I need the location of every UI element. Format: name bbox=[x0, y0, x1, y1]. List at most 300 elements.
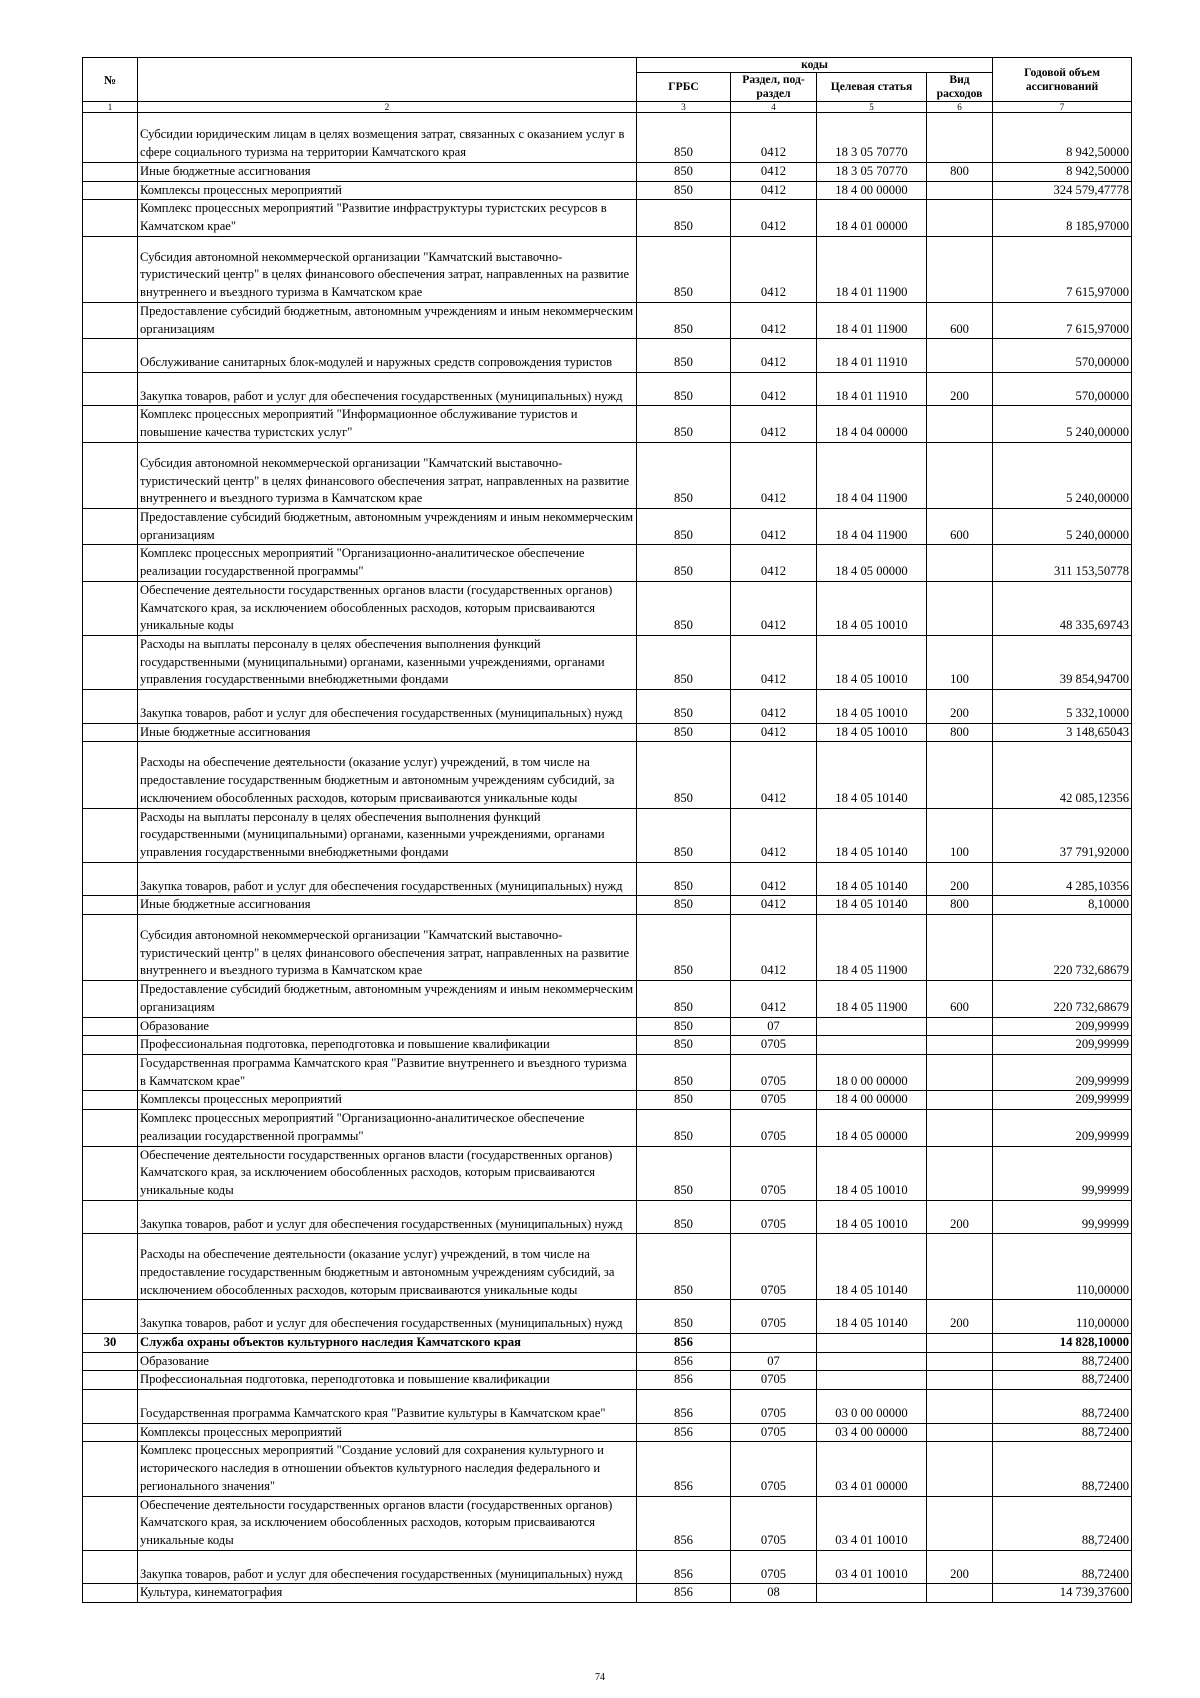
row-grbs: 850 bbox=[637, 1146, 731, 1200]
row-name: Закупка товаров, работ и услуг для обеспечения государственных (муниципальных) нужд bbox=[138, 1200, 637, 1234]
row-razdel: 0412 bbox=[731, 509, 817, 545]
row-number bbox=[83, 1423, 138, 1442]
header-name bbox=[138, 58, 637, 102]
table-row bbox=[83, 1110, 1132, 1146]
row-amount: 14 739,37600 bbox=[993, 1584, 1132, 1603]
table-row bbox=[83, 1200, 1132, 1234]
row-name: Комплекс процессных мероприятий "Организационно-аналитическое обеспечение реализации государственной программы" bbox=[138, 1110, 637, 1146]
row-razdel: 0705 bbox=[731, 1550, 817, 1584]
row-amount: 8 185,97000 bbox=[993, 200, 1132, 236]
row-amount: 7 615,97000 bbox=[993, 302, 1132, 338]
table-row bbox=[83, 742, 1132, 808]
row-grbs: 856 bbox=[637, 1550, 731, 1584]
column-number: 4 bbox=[731, 102, 817, 113]
table-row bbox=[83, 302, 1132, 338]
row-grbs: 850 bbox=[637, 1110, 731, 1146]
row-grbs: 850 bbox=[637, 302, 731, 338]
row-expense-type bbox=[927, 545, 993, 581]
table-row bbox=[83, 200, 1132, 236]
table-row bbox=[83, 236, 1132, 302]
table-row bbox=[83, 1036, 1132, 1055]
row-expense-type: 600 bbox=[927, 302, 993, 338]
row-grbs: 850 bbox=[637, 1091, 731, 1110]
row-expense-type: 200 bbox=[927, 1550, 993, 1584]
row-grbs: 850 bbox=[637, 113, 731, 163]
column-number: 3 bbox=[637, 102, 731, 113]
row-number bbox=[83, 981, 138, 1017]
row-name: Служба охраны объектов культурного наследия Камчатского края bbox=[138, 1334, 637, 1353]
row-expense-type bbox=[927, 1371, 993, 1390]
row-number bbox=[83, 200, 138, 236]
table-row bbox=[83, 723, 1132, 742]
row-number bbox=[83, 509, 138, 545]
row-grbs: 850 bbox=[637, 742, 731, 808]
row-amount: 209,99999 bbox=[993, 1091, 1132, 1110]
row-razdel: 0412 bbox=[731, 723, 817, 742]
row-target-article: 18 4 01 11910 bbox=[817, 339, 927, 373]
row-grbs: 856 bbox=[637, 1584, 731, 1603]
row-razdel: 0705 bbox=[731, 1371, 817, 1390]
header-cel: Целевая статья bbox=[817, 73, 927, 102]
table-row bbox=[83, 1234, 1132, 1300]
row-target-article: 18 4 05 11900 bbox=[817, 915, 927, 981]
row-number bbox=[83, 1055, 138, 1091]
row-grbs: 850 bbox=[637, 581, 731, 635]
row-expense-type bbox=[927, 581, 993, 635]
row-expense-type bbox=[927, 1390, 993, 1424]
row-name: Государственная программа Камчатского края "Развитие внутреннего и въездного туризма в Камчатском крае" bbox=[138, 1055, 637, 1091]
row-expense-type: 200 bbox=[927, 862, 993, 896]
row-razdel: 0705 bbox=[731, 1091, 817, 1110]
row-grbs: 850 bbox=[637, 1036, 731, 1055]
row-razdel: 0412 bbox=[731, 236, 817, 302]
row-razdel: 0705 bbox=[731, 1390, 817, 1424]
row-amount: 3 148,65043 bbox=[993, 723, 1132, 742]
row-number bbox=[83, 442, 138, 508]
row-amount: 8 942,50000 bbox=[993, 113, 1132, 163]
row-name: Комплекс процессных мероприятий "Организационно-аналитическое обеспечение реализации государственной программы" bbox=[138, 545, 637, 581]
row-expense-type: 200 bbox=[927, 690, 993, 724]
row-target-article: 18 4 05 10140 bbox=[817, 862, 927, 896]
row-expense-type: 200 bbox=[927, 372, 993, 406]
row-name: Обслуживание санитарных блок-модулей и наружных средств сопровождения туристов bbox=[138, 339, 637, 373]
row-expense-type: 800 bbox=[927, 896, 993, 915]
row-number bbox=[83, 1371, 138, 1390]
row-expense-type bbox=[927, 1423, 993, 1442]
row-number bbox=[83, 1017, 138, 1036]
row-number bbox=[83, 1390, 138, 1424]
row-target-article: 18 4 05 00000 bbox=[817, 545, 927, 581]
row-razdel: 0705 bbox=[731, 1110, 817, 1146]
row-expense-type bbox=[927, 1091, 993, 1110]
row-grbs: 856 bbox=[637, 1352, 731, 1371]
table-row bbox=[83, 1390, 1132, 1424]
row-razdel: 0412 bbox=[731, 581, 817, 635]
row-number bbox=[83, 1300, 138, 1334]
row-expense-type bbox=[927, 742, 993, 808]
row-expense-type bbox=[927, 915, 993, 981]
table-row bbox=[83, 339, 1132, 373]
row-target-article: 18 4 05 10010 bbox=[817, 581, 927, 635]
table-row bbox=[83, 442, 1132, 508]
row-target-article: 03 4 00 00000 bbox=[817, 1423, 927, 1442]
row-name: Закупка товаров, работ и услуг для обеспечения государственных (муниципальных) нужд bbox=[138, 372, 637, 406]
row-razdel: 0412 bbox=[731, 742, 817, 808]
row-grbs: 850 bbox=[637, 690, 731, 724]
row-expense-type: 200 bbox=[927, 1200, 993, 1234]
row-number bbox=[83, 162, 138, 181]
table-header bbox=[83, 58, 1132, 113]
row-name: Расходы на обеспечение деятельности (оказание услуг) учреждений, в том числе на предоставление государственным бюджетным и автономным учреждениям субсидий, за исключением обособленных расходов, которым присваиваются уникальные коды bbox=[138, 742, 637, 808]
row-amount: 37 791,92000 bbox=[993, 808, 1132, 862]
row-grbs: 850 bbox=[637, 162, 731, 181]
row-razdel: 0412 bbox=[731, 113, 817, 163]
row-target-article bbox=[817, 1584, 927, 1603]
row-name: Субсидия автономной некоммерческой организации "Камчатский выставочно-туристический центр" в целях финансового обеспечения затрат, направленных на развитие внутреннего и въездного туризма в Камчатском крае bbox=[138, 442, 637, 508]
table-row bbox=[83, 690, 1132, 724]
row-amount: 88,72400 bbox=[993, 1390, 1132, 1424]
row-expense-type bbox=[927, 1352, 993, 1371]
table-row bbox=[83, 1091, 1132, 1110]
row-target-article: 18 4 00 00000 bbox=[817, 1091, 927, 1110]
row-number bbox=[83, 1200, 138, 1234]
row-grbs: 850 bbox=[637, 915, 731, 981]
row-name: Иные бюджетные ассигнования bbox=[138, 896, 637, 915]
table-row bbox=[83, 1055, 1132, 1091]
row-amount: 42 085,12356 bbox=[993, 742, 1132, 808]
row-grbs: 850 bbox=[637, 1055, 731, 1091]
row-name: Образование bbox=[138, 1017, 637, 1036]
row-name: Предоставление субсидий бюджетным, автономным учреждениям и иным некоммерческим организациям bbox=[138, 302, 637, 338]
row-name: Субсидия автономной некоммерческой организации "Камчатский выставочно-туристический центр" в целях финансового обеспечения затрат, направленных на развитие внутреннего и въездного туризма в Камчатском крае bbox=[138, 915, 637, 981]
column-number: 7 bbox=[993, 102, 1132, 113]
row-target-article: 18 4 01 11900 bbox=[817, 302, 927, 338]
row-amount: 88,72400 bbox=[993, 1352, 1132, 1371]
row-razdel: 0412 bbox=[731, 808, 817, 862]
row-grbs: 856 bbox=[637, 1371, 731, 1390]
row-razdel: 0705 bbox=[731, 1234, 817, 1300]
row-name: Комплекс процессных мероприятий "Создание условий для сохранения культурного и исторического наследия в отношении объектов культурного наследия федерального и регионального значения" bbox=[138, 1442, 637, 1496]
row-number bbox=[83, 581, 138, 635]
row-expense-type: 100 bbox=[927, 636, 993, 690]
row-expense-type bbox=[927, 1146, 993, 1200]
row-grbs: 850 bbox=[637, 1234, 731, 1300]
table-row bbox=[83, 509, 1132, 545]
table-row bbox=[83, 808, 1132, 862]
row-expense-type bbox=[927, 1442, 993, 1496]
row-razdel: 07 bbox=[731, 1352, 817, 1371]
row-amount: 39 854,94700 bbox=[993, 636, 1132, 690]
row-expense-type bbox=[927, 442, 993, 508]
row-name: Государственная программа Камчатского края "Развитие культуры в Камчатском крае" bbox=[138, 1390, 637, 1424]
row-number bbox=[83, 181, 138, 200]
row-amount: 99,99999 bbox=[993, 1200, 1132, 1234]
row-amount: 4 285,10356 bbox=[993, 862, 1132, 896]
row-grbs: 850 bbox=[637, 442, 731, 508]
row-name: Комплексы процессных мероприятий bbox=[138, 1091, 637, 1110]
table-row bbox=[83, 113, 1132, 163]
table-row bbox=[83, 636, 1132, 690]
row-name: Комплексы процессных мероприятий bbox=[138, 181, 637, 200]
row-number bbox=[83, 742, 138, 808]
row-razdel: 0412 bbox=[731, 162, 817, 181]
row-number bbox=[83, 302, 138, 338]
column-number: 1 bbox=[83, 102, 138, 113]
row-razdel: 0705 bbox=[731, 1055, 817, 1091]
row-grbs: 850 bbox=[637, 181, 731, 200]
row-grbs: 850 bbox=[637, 1300, 731, 1334]
row-name: Обеспечение деятельности государственных органов власти (государственных органов) Камчатского края, за исключением обособленных расходов, которым присваиваются уникальные коды bbox=[138, 581, 637, 635]
row-grbs: 850 bbox=[637, 896, 731, 915]
row-number bbox=[83, 1036, 138, 1055]
row-amount: 8 942,50000 bbox=[993, 162, 1132, 181]
row-razdel: 0412 bbox=[731, 200, 817, 236]
row-amount: 88,72400 bbox=[993, 1550, 1132, 1584]
row-number bbox=[83, 1234, 138, 1300]
row-target-article bbox=[817, 1334, 927, 1353]
row-amount: 88,72400 bbox=[993, 1423, 1132, 1442]
table-row bbox=[83, 162, 1132, 181]
row-expense-type bbox=[927, 236, 993, 302]
row-razdel: 0412 bbox=[731, 981, 817, 1017]
row-name: Закупка товаров, работ и услуг для обеспечения государственных (муниципальных) нужд bbox=[138, 690, 637, 724]
row-amount: 110,00000 bbox=[993, 1300, 1132, 1334]
row-expense-type: 800 bbox=[927, 723, 993, 742]
row-razdel bbox=[731, 1334, 817, 1353]
row-amount: 88,72400 bbox=[993, 1442, 1132, 1496]
column-numbers-row bbox=[83, 102, 1132, 113]
row-razdel: 0412 bbox=[731, 302, 817, 338]
row-amount: 220 732,68679 bbox=[993, 981, 1132, 1017]
budget-table bbox=[82, 57, 1132, 1603]
row-grbs: 850 bbox=[637, 339, 731, 373]
row-expense-type bbox=[927, 1110, 993, 1146]
row-name: Расходы на обеспечение деятельности (оказание услуг) учреждений, в том числе на предоставление государственным бюджетным и автономным учреждениям субсидий, за исключением обособленных расходов, которым присваиваются уникальные коды bbox=[138, 1234, 637, 1300]
row-expense-type: 600 bbox=[927, 509, 993, 545]
row-name: Расходы на выплаты персоналу в целях обеспечения выполнения функций государственными (муниципальными) органами, казенными учреждениями, органами управления государственными внебюджетными фондами bbox=[138, 636, 637, 690]
row-target-article: 18 4 05 10010 bbox=[817, 690, 927, 724]
table-row bbox=[83, 1584, 1132, 1603]
row-grbs: 850 bbox=[637, 636, 731, 690]
row-expense-type bbox=[927, 181, 993, 200]
row-number bbox=[83, 690, 138, 724]
row-number bbox=[83, 545, 138, 581]
row-grbs: 850 bbox=[637, 509, 731, 545]
row-grbs: 850 bbox=[637, 862, 731, 896]
table-row bbox=[83, 1371, 1132, 1390]
row-name: Предоставление субсидий бюджетным, автономным учреждениям и иным некоммерческим организациям bbox=[138, 509, 637, 545]
row-razdel: 0412 bbox=[731, 442, 817, 508]
row-amount: 209,99999 bbox=[993, 1110, 1132, 1146]
row-name: Иные бюджетные ассигнования bbox=[138, 723, 637, 742]
row-amount: 5 240,00000 bbox=[993, 442, 1132, 508]
row-number bbox=[83, 1352, 138, 1371]
table-row bbox=[83, 896, 1132, 915]
row-name: Иные бюджетные ассигнования bbox=[138, 162, 637, 181]
header-vid: Вид расходов bbox=[927, 73, 993, 102]
row-grbs: 850 bbox=[637, 1017, 731, 1036]
table-row bbox=[83, 1017, 1132, 1036]
row-target-article: 18 0 00 00000 bbox=[817, 1055, 927, 1091]
row-target-article: 18 4 05 10140 bbox=[817, 896, 927, 915]
page-number: 74 bbox=[595, 1672, 605, 1683]
row-grbs: 856 bbox=[637, 1496, 731, 1550]
row-grbs: 856 bbox=[637, 1423, 731, 1442]
table-row bbox=[83, 1550, 1132, 1584]
row-target-article: 03 4 01 10010 bbox=[817, 1550, 927, 1584]
row-amount: 88,72400 bbox=[993, 1496, 1132, 1550]
row-name: Культура, кинематография bbox=[138, 1584, 637, 1603]
row-razdel: 0705 bbox=[731, 1200, 817, 1234]
row-number bbox=[83, 1146, 138, 1200]
table-row bbox=[83, 581, 1132, 635]
row-grbs: 850 bbox=[637, 372, 731, 406]
row-razdel: 0412 bbox=[731, 636, 817, 690]
header-razdel: Раздел, под-раздел bbox=[731, 73, 817, 102]
row-number bbox=[83, 113, 138, 163]
row-grbs: 850 bbox=[637, 545, 731, 581]
row-number bbox=[83, 1442, 138, 1496]
row-name: Профессиональная подготовка, переподготовка и повышение квалификации bbox=[138, 1036, 637, 1055]
row-number bbox=[83, 1496, 138, 1550]
row-expense-type bbox=[927, 406, 993, 442]
row-target-article: 18 4 04 00000 bbox=[817, 406, 927, 442]
table-row bbox=[83, 1334, 1132, 1353]
table-row bbox=[83, 981, 1132, 1017]
row-number bbox=[83, 896, 138, 915]
row-target-article: 18 4 05 11900 bbox=[817, 981, 927, 1017]
table-row bbox=[83, 406, 1132, 442]
row-expense-type bbox=[927, 200, 993, 236]
row-target-article: 03 4 01 00000 bbox=[817, 1442, 927, 1496]
header-amount: Годовой объем ассигнований bbox=[993, 58, 1132, 102]
table-row bbox=[83, 1496, 1132, 1550]
row-expense-type bbox=[927, 1334, 993, 1353]
row-number bbox=[83, 1550, 138, 1584]
row-grbs: 850 bbox=[637, 981, 731, 1017]
row-name: Закупка товаров, работ и услуг для обеспечения государственных (муниципальных) нужд bbox=[138, 1300, 637, 1334]
row-grbs: 850 bbox=[637, 236, 731, 302]
row-number bbox=[83, 1110, 138, 1146]
row-name: Предоставление субсидий бюджетным, автономным учреждениям и иным некоммерческим организациям bbox=[138, 981, 637, 1017]
row-amount: 209,99999 bbox=[993, 1017, 1132, 1036]
row-razdel: 0705 bbox=[731, 1442, 817, 1496]
row-target-article bbox=[817, 1352, 927, 1371]
row-amount: 209,99999 bbox=[993, 1055, 1132, 1091]
row-target-article: 18 4 05 10140 bbox=[817, 1300, 927, 1334]
row-amount: 88,72400 bbox=[993, 1371, 1132, 1390]
row-number: 30 bbox=[83, 1334, 138, 1353]
row-amount: 570,00000 bbox=[993, 339, 1132, 373]
table-row bbox=[83, 545, 1132, 581]
row-grbs: 850 bbox=[637, 723, 731, 742]
row-target-article: 18 4 05 10010 bbox=[817, 1200, 927, 1234]
row-razdel: 0705 bbox=[731, 1496, 817, 1550]
table-row bbox=[83, 1352, 1132, 1371]
row-target-article bbox=[817, 1017, 927, 1036]
row-number bbox=[83, 808, 138, 862]
row-expense-type bbox=[927, 339, 993, 373]
row-amount: 7 615,97000 bbox=[993, 236, 1132, 302]
row-expense-type: 600 bbox=[927, 981, 993, 1017]
row-target-article: 18 4 05 10140 bbox=[817, 742, 927, 808]
row-grbs: 850 bbox=[637, 1200, 731, 1234]
row-expense-type bbox=[927, 1036, 993, 1055]
row-razdel: 0705 bbox=[731, 1146, 817, 1200]
row-razdel: 08 bbox=[731, 1584, 817, 1603]
row-name: Обеспечение деятельности государственных органов власти (государственных органов) Камчатского края, за исключением обособленных расходов, которым присваиваются уникальные коды bbox=[138, 1146, 637, 1200]
row-number bbox=[83, 1091, 138, 1110]
header-num: № bbox=[83, 58, 138, 102]
table-row bbox=[83, 1423, 1132, 1442]
table-row bbox=[83, 1146, 1132, 1200]
row-target-article: 18 4 01 11910 bbox=[817, 372, 927, 406]
row-target-article: 18 3 05 70770 bbox=[817, 162, 927, 181]
row-razdel: 0412 bbox=[731, 406, 817, 442]
table-row bbox=[83, 862, 1132, 896]
header-codes: коды bbox=[637, 58, 993, 73]
table-row bbox=[83, 181, 1132, 200]
table-row bbox=[83, 1300, 1132, 1334]
row-name: Обеспечение деятельности государственных органов власти (государственных органов) Камчатского края, за исключением обособленных расходов, которым присваиваются уникальные коды bbox=[138, 1496, 637, 1550]
row-target-article: 18 4 04 11900 bbox=[817, 509, 927, 545]
row-target-article: 18 4 05 10140 bbox=[817, 808, 927, 862]
row-name: Профессиональная подготовка, переподготовка и повышение квалификации bbox=[138, 1371, 637, 1390]
row-amount: 99,99999 bbox=[993, 1146, 1132, 1200]
row-amount: 14 828,10000 bbox=[993, 1334, 1132, 1353]
row-razdel: 07 bbox=[731, 1017, 817, 1036]
row-razdel: 0412 bbox=[731, 915, 817, 981]
row-number bbox=[83, 862, 138, 896]
row-target-article: 18 4 00 00000 bbox=[817, 181, 927, 200]
row-razdel: 0705 bbox=[731, 1036, 817, 1055]
row-target-article: 18 4 05 10010 bbox=[817, 636, 927, 690]
row-name: Комплексы процессных мероприятий bbox=[138, 1423, 637, 1442]
table-row bbox=[83, 372, 1132, 406]
row-grbs: 856 bbox=[637, 1442, 731, 1496]
row-number bbox=[83, 339, 138, 373]
row-number bbox=[83, 236, 138, 302]
row-amount: 8,10000 bbox=[993, 896, 1132, 915]
row-razdel: 0412 bbox=[731, 690, 817, 724]
row-expense-type bbox=[927, 113, 993, 163]
row-razdel: 0412 bbox=[731, 896, 817, 915]
row-amount: 5 240,00000 bbox=[993, 509, 1132, 545]
row-grbs: 856 bbox=[637, 1390, 731, 1424]
row-razdel: 0412 bbox=[731, 339, 817, 373]
row-grbs: 856 bbox=[637, 1334, 731, 1353]
row-expense-type bbox=[927, 1055, 993, 1091]
row-target-article bbox=[817, 1036, 927, 1055]
row-razdel: 0412 bbox=[731, 862, 817, 896]
row-name: Комплекс процессных мероприятий "Информационное обслуживание туристов и повышение качества туристских услуг" bbox=[138, 406, 637, 442]
row-amount: 570,00000 bbox=[993, 372, 1132, 406]
row-amount: 209,99999 bbox=[993, 1036, 1132, 1055]
row-target-article: 03 0 00 00000 bbox=[817, 1390, 927, 1424]
row-amount: 110,00000 bbox=[993, 1234, 1132, 1300]
row-razdel: 0705 bbox=[731, 1423, 817, 1442]
row-target-article: 18 4 05 00000 bbox=[817, 1110, 927, 1146]
row-expense-type bbox=[927, 1496, 993, 1550]
row-target-article: 18 4 05 10140 bbox=[817, 1234, 927, 1300]
row-expense-type bbox=[927, 1584, 993, 1603]
row-number bbox=[83, 915, 138, 981]
column-number: 2 bbox=[138, 102, 637, 113]
row-number bbox=[83, 372, 138, 406]
row-expense-type: 200 bbox=[927, 1300, 993, 1334]
row-target-article: 18 4 05 10010 bbox=[817, 723, 927, 742]
row-amount: 324 579,47778 bbox=[993, 181, 1132, 200]
